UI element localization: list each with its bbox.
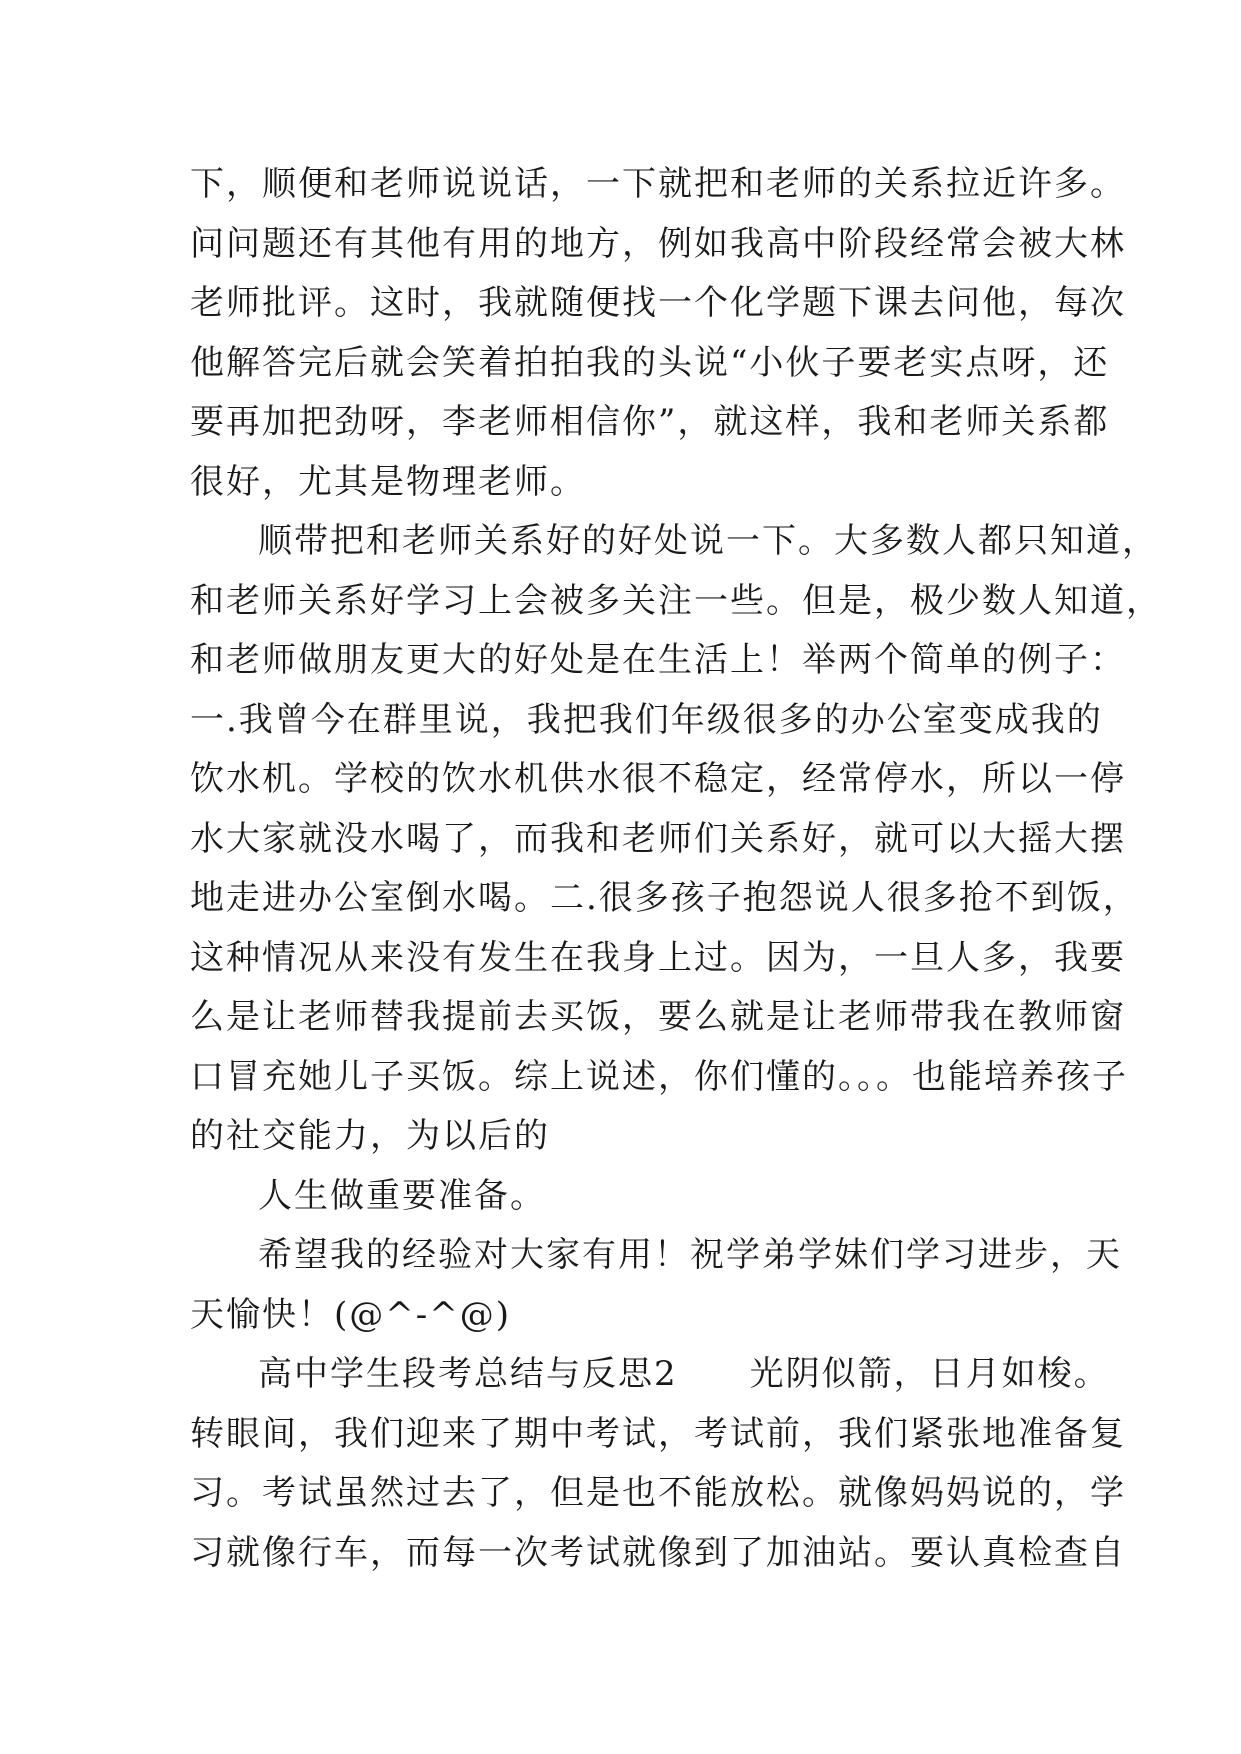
text-line: 一.我曾今在群里说，我把我们年级很多的办公室变成我的 bbox=[190, 699, 1103, 740]
text-line: 老师批评。这时，我就随便找一个化学题下课去问他，每次 bbox=[190, 283, 1126, 323]
text-line: 下，顺便和老师说说话，一下就把和老师的关系拉近许多。 bbox=[190, 164, 1126, 204]
text-line: 习。考试虽然过去了，但是也不能放松。就像妈妈说的，学 bbox=[190, 1473, 1126, 1513]
text-line: 人生做重要准备。 bbox=[258, 1175, 546, 1216]
body-text bbox=[190, 155, 1162, 1583]
text-line: 口冒充她儿子买饭。综上说述，你们懂的。。。也能培养孩子 bbox=[190, 1056, 1128, 1097]
text-line: 和老师关系好学习上会被多关注一些。但是，极少数人知道， bbox=[190, 580, 1162, 621]
text-line: 要再加把劲呀，李老师相信你”，就这样，我和老师关系都 bbox=[190, 402, 1110, 442]
text-line: 很好，尤其是物理老师。 bbox=[190, 461, 586, 502]
text-line: 顺带把和老师关系好的好处说一下。大多数人都只知道， bbox=[258, 521, 1158, 561]
text-line: 和老师做朋友更大的好处是在生活上！举两个简单的例子： bbox=[190, 640, 1126, 680]
text-line: 问问题还有其他有用的地方，例如我高中阶段经常会被大林 bbox=[190, 223, 1126, 264]
section-heading-line: 高中学生段考总结与反思2 光阴似箭，日月如梭。 bbox=[258, 1354, 1110, 1394]
text-line: 这种情况从来没有发生在我身上过。因为，一旦人多，我要 bbox=[190, 937, 1126, 978]
text-line: 他解答完后就会笑着拍拍我的头说“小伙子要老实点呀，还 bbox=[190, 342, 1110, 383]
text-line: 希望我的经验对大家有用！祝学弟学妹们学习进步，天 bbox=[258, 1235, 1122, 1275]
text-line: 么是让老师替我提前去买饭，要么就是让老师带我在教师窗 bbox=[190, 997, 1126, 1037]
text-line: 饮水机。学校的饮水机供水很不稳定，经常停水，所以一停 bbox=[190, 759, 1126, 799]
text-line: 的社交能力，为以后的 bbox=[190, 1116, 550, 1156]
text-line: 地走进办公室倒水喝。二.很多孩子抱怨说人很多抢不到饭， bbox=[190, 878, 1139, 918]
text-line: 天愉快！(@^-^@) bbox=[190, 1294, 511, 1335]
text-line: 水大家就没水喝了，而我和老师们关系好，就可以大摇大摆 bbox=[190, 818, 1126, 859]
text-line: 转眼间，我们迎来了期中考试，考试前，我们紧张地准备复 bbox=[190, 1413, 1126, 1454]
text-line: 习就像行车，而每一次考试就像到了加油站。要认真检查自 bbox=[190, 1532, 1126, 1573]
